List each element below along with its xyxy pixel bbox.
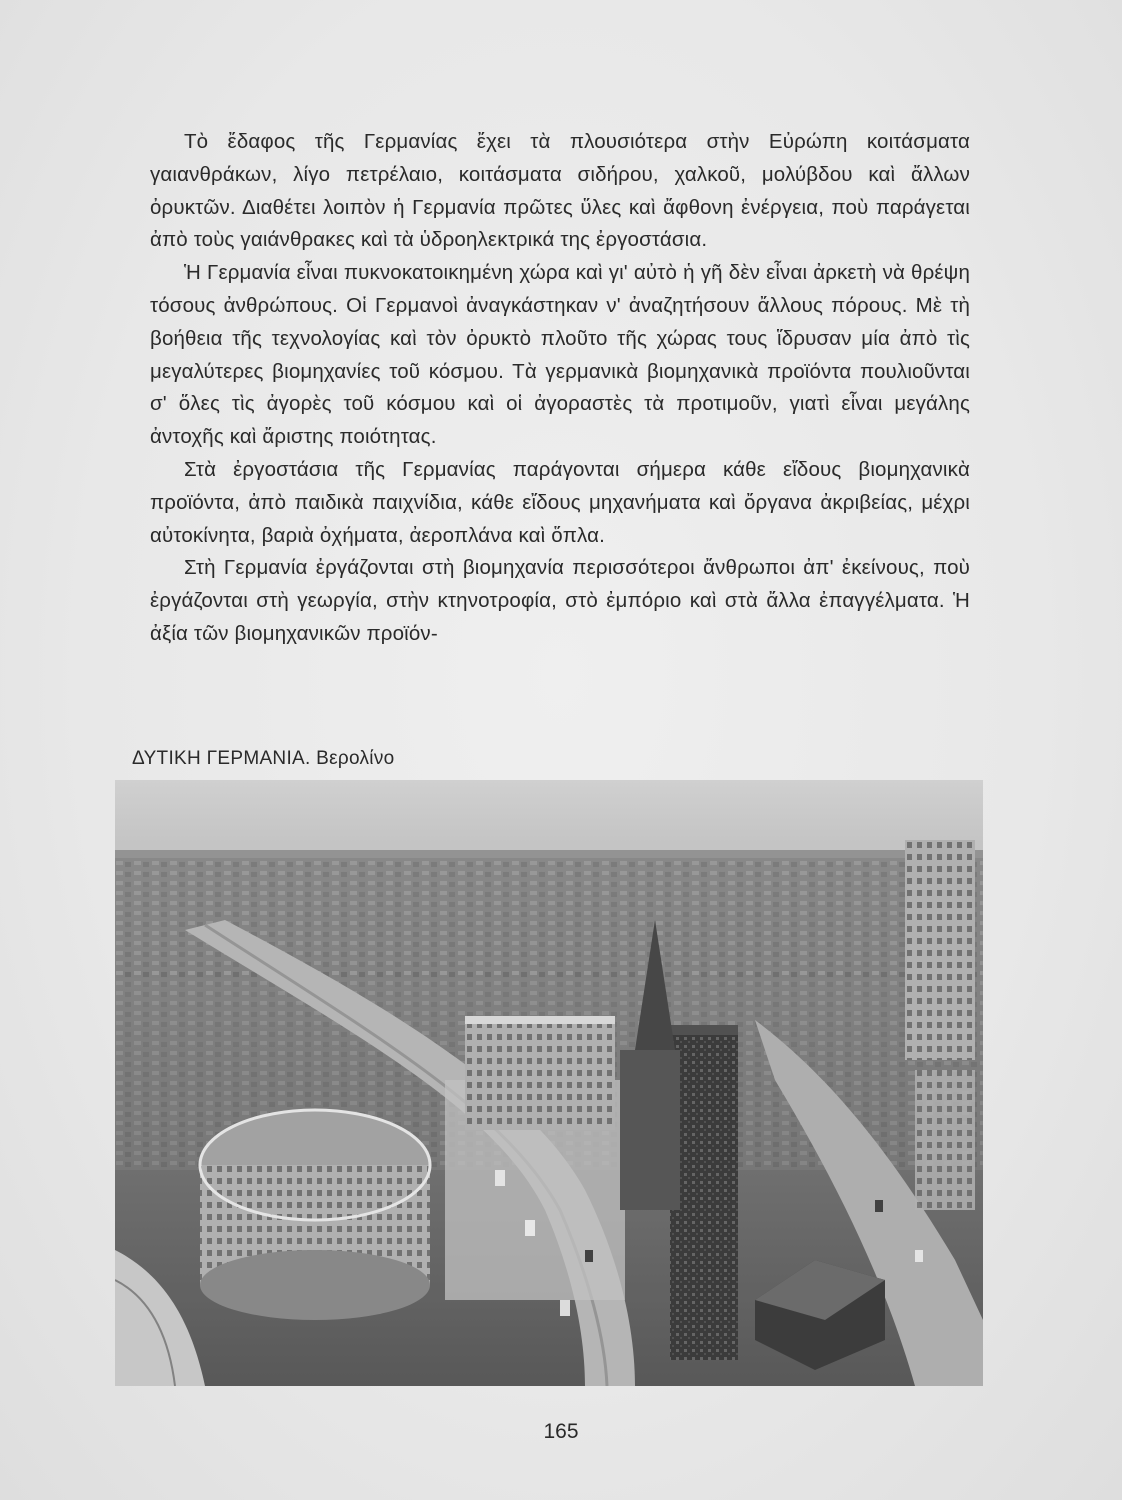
photo-illustration — [115, 780, 983, 1386]
paragraph-3: Στὰ ἐργοστάσια τῆς Γερμανίας παράγονται σήμερα κάθε εἴδους βιομηχανικὰ προϊόντα, ἀπὸ παιδικὰ παιχνίδια, κάθε εἴδους μηχανήματα καὶ ὄργανα ἀκριβείας, μέχρι αὐτοκίνητα, βαριὰ ὀχήματα, ἀεροπλάνα καὶ ὅπλα. — [150, 457, 970, 547]
page-number: 165 — [543, 1420, 579, 1443]
paragraph-4: Στὴ Γερμανία ἐργάζονται στὴ βιομηχανία περισσότεροι ἄνθρωποι ἀπ' ἐκείνους, ποὺ ἐργάζονται στὴ γεωργία, στὴν κτηνοτροφία, στὸ ἐμπόριο καὶ στὰ ἄλλα ἐπαγγέλματα. Ἡ ἀξία τῶν βιομηχανικῶν προϊόν- — [150, 556, 970, 645]
body-text — [150, 126, 970, 651]
photo-caption: ΔΥΤΙΚΗ ΓΕΡΜΑΝΙΑ. Βερολίνο — [132, 748, 395, 769]
paragraph-2: Ἡ Γερμανία εἶναι πυκνοκατοικημένη χώρα καὶ γι' αὐτὸ ἡ γῆ δὲν εἶναι ἀρκετὴ νὰ θρέψη τόσους ἀνθρώπους. Οἱ Γερμανοὶ ἀναγκάστηκαν ν' ἀναζητήσουν ἄλλους πόρους. Μὲ τὴ βοήθεια τῆς τεχνολογίας καὶ τὸν ὀρυκτὸ πλοῦτο τῆς χώρας τους ἵδρυσαν μία ἀπὸ τὶς μεγαλύτερες βιομηχανίες τοῦ κόσμου. Τὰ γερμανικὰ βιομηχανικὰ προϊόντα πουλιοῦνται σ' ὅλες τὶς ἀγορὲς τοῦ κόσμου καὶ οἱ ἀγοραστὲς τὰ προτιμοῦν, γιατὶ εἶναι μεγάλης ἀντοχῆς καὶ ἄριστης ποιότητας. — [150, 261, 970, 449]
paragraph-1: Τὸ ἔδαφος τῆς Γερμανίας ἔχει τὰ πλουσιότερα στὴν Εὐρώπη κοιτάσματα γαιανθράκων, λίγο πετρέλαιο, κοιτάσματα σιδήρου, χαλκοῦ, μολύβδου καὶ ἄλλων ὀρυκτῶν. Διαθέτει λοιπὸν ἡ Γερμανία πρῶτες ὕλες καὶ ἄφθονη ἐνέργεια, ποὺ παράγεται ἀπὸ τοὺς γαιάνθρακες καὶ τὰ ὑδροηλεκτρικά της ἐργοστάσια. — [150, 130, 970, 252]
berlin-aerial-photo — [115, 780, 983, 1386]
